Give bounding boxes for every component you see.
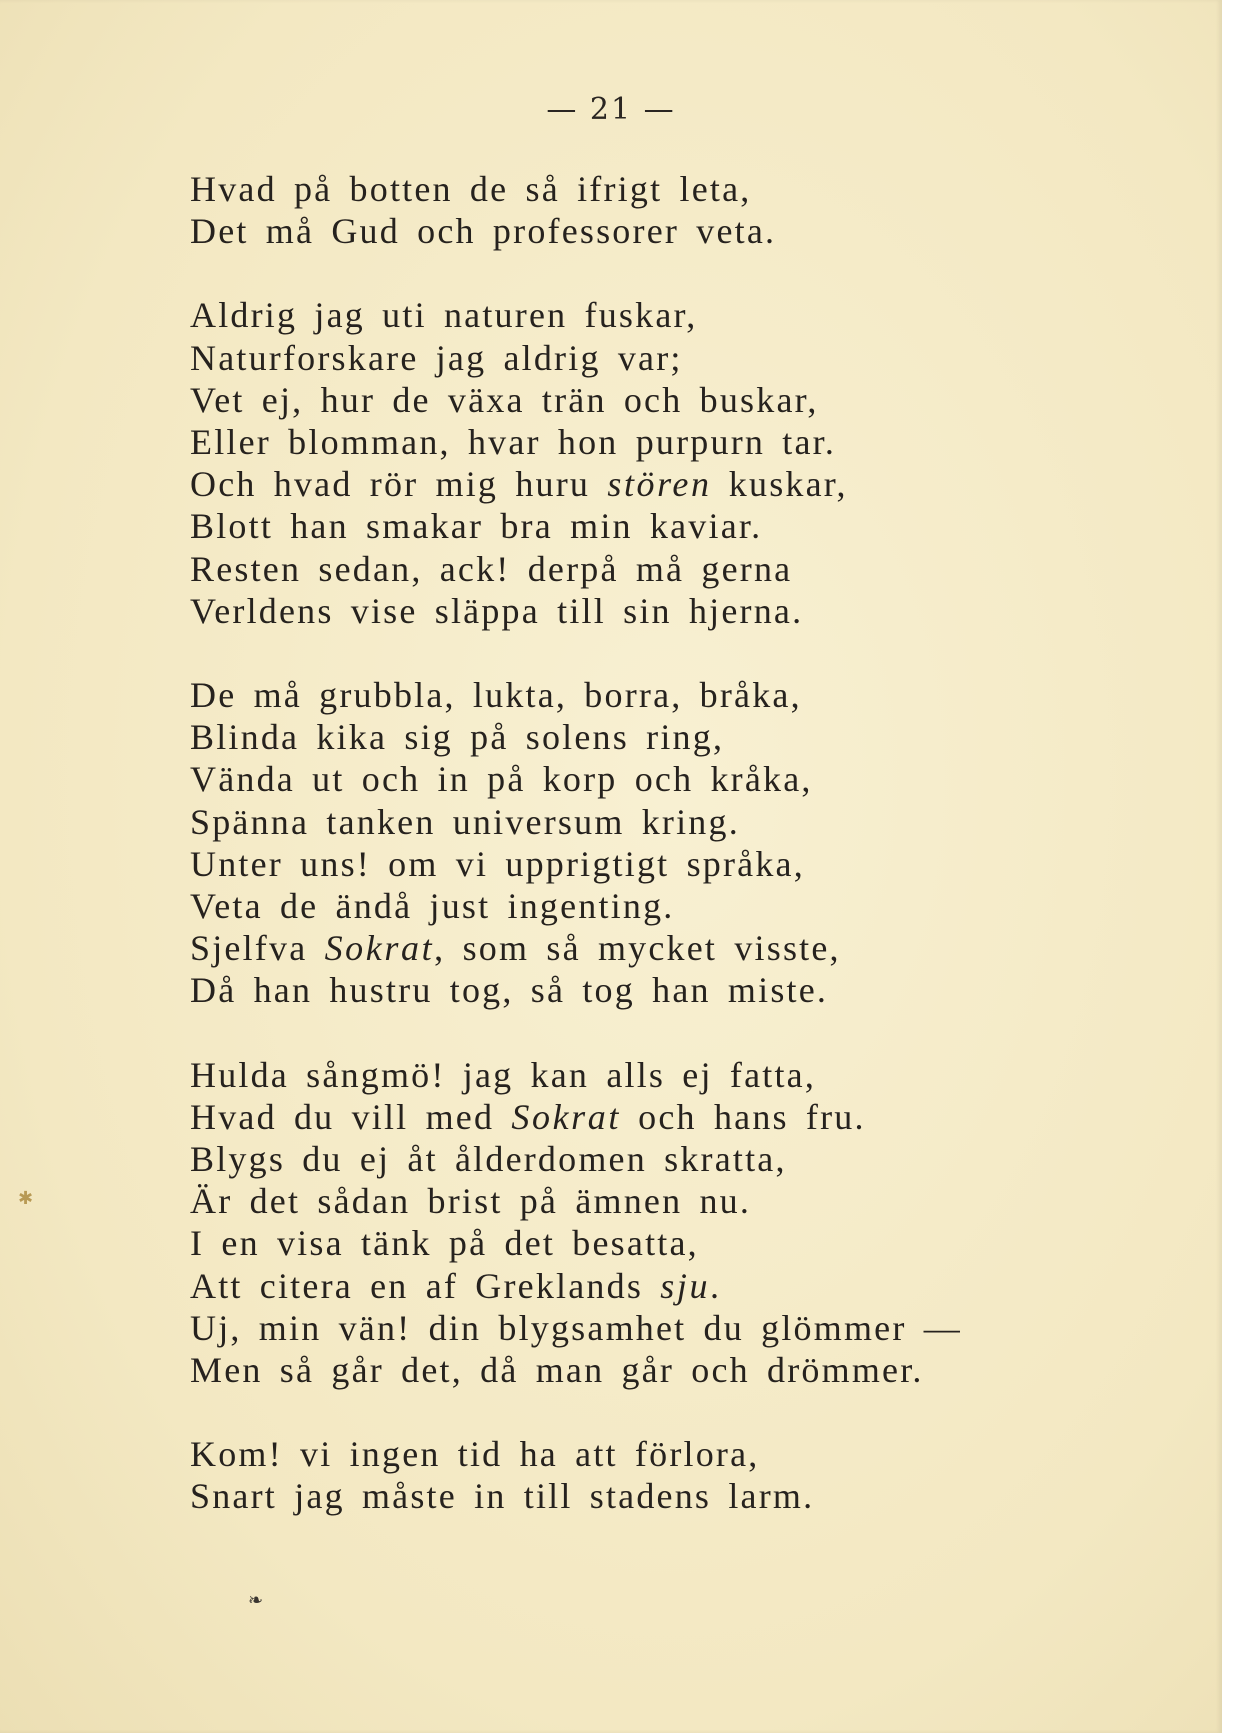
poem-line xyxy=(190,1265,1170,1307)
line-text: De må grubbla, lukta, borra, bråka, xyxy=(190,675,802,716)
line-text: Då han hustru tog, så tog han miste. xyxy=(190,970,829,1011)
line-text: Hulda sångmö! jag kan alls ej fatta, xyxy=(190,1054,817,1095)
line-text: , som så mycket visste, xyxy=(434,928,841,969)
line-text: Spänna tanken universum kring. xyxy=(190,801,740,842)
poem-line xyxy=(190,590,1170,632)
poem-line xyxy=(190,716,1170,758)
line-text: Hvad du vill med xyxy=(190,1096,512,1137)
line-text: . xyxy=(710,1265,722,1306)
poem-line xyxy=(190,885,1170,927)
poem-line xyxy=(190,1433,1170,1475)
line-text: Naturforskare jag aldrig var; xyxy=(190,337,683,378)
emphasized-word: sju xyxy=(660,1265,711,1306)
poem-line xyxy=(190,927,1170,969)
line-text: Aldrig jag uti naturen fuskar, xyxy=(190,295,698,336)
line-text: Blygs du ej åt ålderdomen skratta, xyxy=(190,1139,787,1180)
line-text: och hans fru. xyxy=(620,1096,866,1137)
poem-line xyxy=(190,758,1170,800)
stanza xyxy=(190,1054,1170,1392)
line-text: I en visa tänk på det besatta, xyxy=(190,1223,699,1264)
line-text: Unter uns! om vi upprigtigt språka, xyxy=(190,843,805,884)
line-text: Att citera en af Greklands xyxy=(190,1265,661,1306)
poem-line xyxy=(190,1180,1170,1222)
poem-line xyxy=(190,1307,1170,1349)
poem-line xyxy=(190,1475,1170,1517)
poem-line xyxy=(190,548,1170,590)
emphasized-word: Sokrat xyxy=(324,928,435,969)
page-number: — 21 — xyxy=(546,92,676,127)
poem-line xyxy=(190,801,1170,843)
poem-body xyxy=(190,168,1170,1560)
stanza xyxy=(190,168,1170,252)
poem-line xyxy=(190,1222,1170,1264)
line-text: Det må Gud och professorer veta. xyxy=(190,211,777,252)
poem-line xyxy=(190,294,1170,336)
line-text: Vända ut och in på korp och kråka, xyxy=(190,759,813,800)
line-text: Men så går det, då man går och drömmer. xyxy=(190,1350,924,1391)
line-text: Blott han smakar bra min kaviar. xyxy=(190,506,763,547)
emphasized-word: Sokrat xyxy=(511,1096,621,1137)
line-text: Eller blomman, hvar hon purpurn tar. xyxy=(190,422,837,463)
poem-line xyxy=(190,337,1170,379)
poem-line xyxy=(190,1096,1170,1138)
stanza xyxy=(190,1433,1170,1517)
line-text: Uj, min vän! din blygsamhet du glömmer — xyxy=(190,1307,962,1348)
poem-line xyxy=(190,1054,1170,1096)
line-text: kuskar, xyxy=(711,464,848,505)
poem-line xyxy=(190,505,1170,547)
poem-line xyxy=(190,674,1170,716)
stanza xyxy=(190,674,1170,1012)
line-text: Hvad på botten de så ifrigt leta, xyxy=(190,169,752,209)
line-text: Kom! vi ingen tid ha att förlora, xyxy=(190,1434,760,1475)
poem-line xyxy=(190,969,1170,1011)
poem-line xyxy=(190,463,1170,505)
poem-line xyxy=(190,1138,1170,1180)
scan-margin xyxy=(1222,0,1242,1733)
poem-line xyxy=(190,210,1170,252)
poem-line xyxy=(190,843,1170,885)
line-text: Och hvad rör mig huru xyxy=(190,464,608,505)
line-text: Snart jag måste in till stadens larm. xyxy=(190,1476,815,1517)
poem-line xyxy=(190,421,1170,463)
line-text: Är det sådan brist på ämnen nu. xyxy=(190,1181,752,1222)
line-text: Blinda kika sig på solens ring, xyxy=(190,717,725,758)
paper-stain-icon: ✱ xyxy=(18,1188,34,1209)
emphasized-word: stören xyxy=(607,464,712,505)
printer-ornament-icon: ❧ xyxy=(248,1590,264,1611)
line-text: Resten sedan, ack! derpå må gerna xyxy=(190,548,793,589)
line-text: Verldens vise släppa till sin hjerna. xyxy=(190,590,804,631)
poem-line xyxy=(190,1349,1170,1391)
line-text: Veta de ändå just ingenting. xyxy=(190,886,675,927)
line-text: Sjelfva xyxy=(190,928,325,969)
line-text: Vet ej, hur de växa trän och buskar, xyxy=(190,379,819,420)
stanza xyxy=(190,294,1170,632)
poem-line xyxy=(190,379,1170,421)
poem-line xyxy=(190,168,1170,210)
